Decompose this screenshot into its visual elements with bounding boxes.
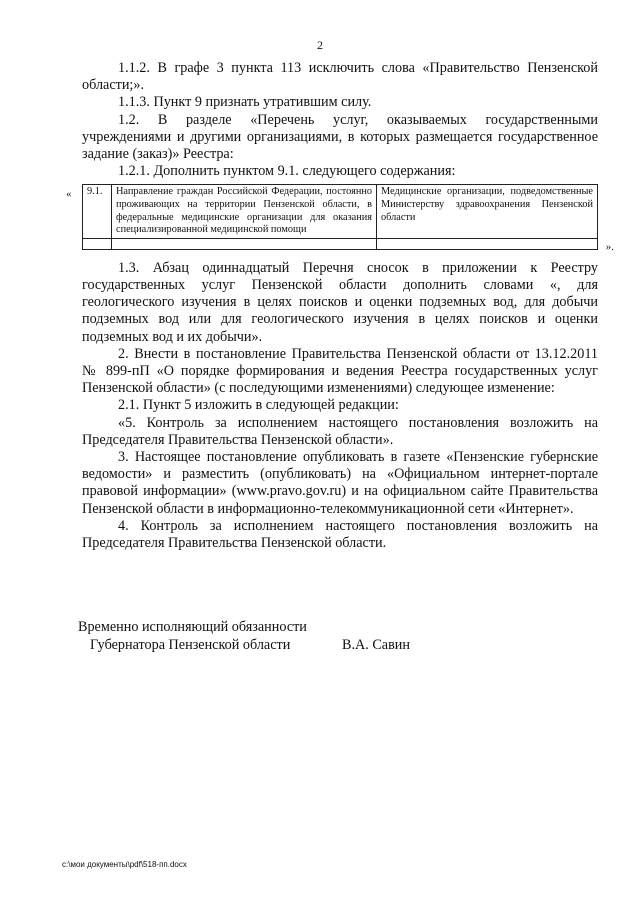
services-table <box>82 184 598 249</box>
paragraph-1-1-3: 1.1.3. Пункт 9 признать утратившим силу. <box>118 94 372 111</box>
paragraph-2-1: 2.1. Пункт 5 изложить в следующей редакции: <box>118 397 399 414</box>
table-close-quote: ». <box>605 240 614 253</box>
paragraph-1-2: 1.2. В разделе «Перечень услуг, оказываемых государственными учреждениями и другими организациями, в которых размещается государственное задание (заказ)» Реестра: <box>82 111 598 163</box>
paragraph-1-1-2: 1.1.2. В графе 3 пункта 113 исключить слова «Правительство Пензенской области;». <box>82 60 598 94</box>
table-spacer-cell <box>112 238 377 249</box>
table-open-quote: « <box>66 188 72 201</box>
signature-name: В.А. Савин <box>342 637 410 653</box>
table-spacer-cell <box>377 238 598 249</box>
table-spacer-row <box>83 238 598 249</box>
paragraph-1-2-1: 1.2.1. Дополнить пунктом 9.1. следующего содержания: <box>118 163 456 180</box>
paragraph-5-quote: «5. Контроль за исполнением настоящего постановления возложить на Председателя Правительства Пензенской области». <box>82 414 598 448</box>
signature-row <box>78 636 410 654</box>
paragraph-4: 4. Контроль за исполнением настоящего постановления возложить на Председателя Правительства Пензенской области. <box>82 517 598 552</box>
signature-role: Губернатора Пензенской области <box>90 637 291 653</box>
table-cell-number: 9.1. <box>83 185 112 238</box>
page-number: 2 <box>317 38 323 52</box>
table-spacer-cell <box>83 238 112 249</box>
document-body <box>66 60 614 552</box>
paragraph-3: 3. Настоящее постановление опубликовать в газете «Пензенские губернские ведомости» и разместить (опубликовать) на «Официальном интернет-портале правовой информации» (www.pravo.gov.ru) и на официальном сайте Правительства Пензенской области в информационно-телекоммуникационной сети «Интернет». <box>82 449 598 517</box>
footer-file-path: c:\мои документы\pdf\518-пп.docx <box>62 860 187 869</box>
paragraph-2: 2. Внести в постановление Правительства Пензенской области от 13.12.2011 № 899-пП «О порядке формирования и ведения Реестра государственных услуг Пензенской области» (с последующими изменениями) следующее изменение: <box>82 345 598 397</box>
table-cell-provider: Медицинские организации, подведомственные Министерству здравоохранения Пензенской области <box>377 185 598 238</box>
table-cell-service: Направление граждан Российской Федерации, постоянно проживающих на территории Пензенской области, в федеральные медицинские организации для оказания специализированной медицинской помощи <box>112 185 377 238</box>
signature-block <box>78 618 410 654</box>
paragraph-1-3: 1.3. Абзац одиннадцатый Перечня сносок в приложении к Реестру государственных услуг Пензенской области дополнить словами «, для геологического изучения в целях поисков и оценки подземных вод, для добычи подземных вод или для геологического изучения в целях поисков и оценки подземных вод и их добычи». <box>82 259 598 345</box>
table-row <box>83 185 598 238</box>
signature-line-1: Временно исполняющий обязанности <box>78 619 307 635</box>
inserted-table <box>66 184 614 253</box>
